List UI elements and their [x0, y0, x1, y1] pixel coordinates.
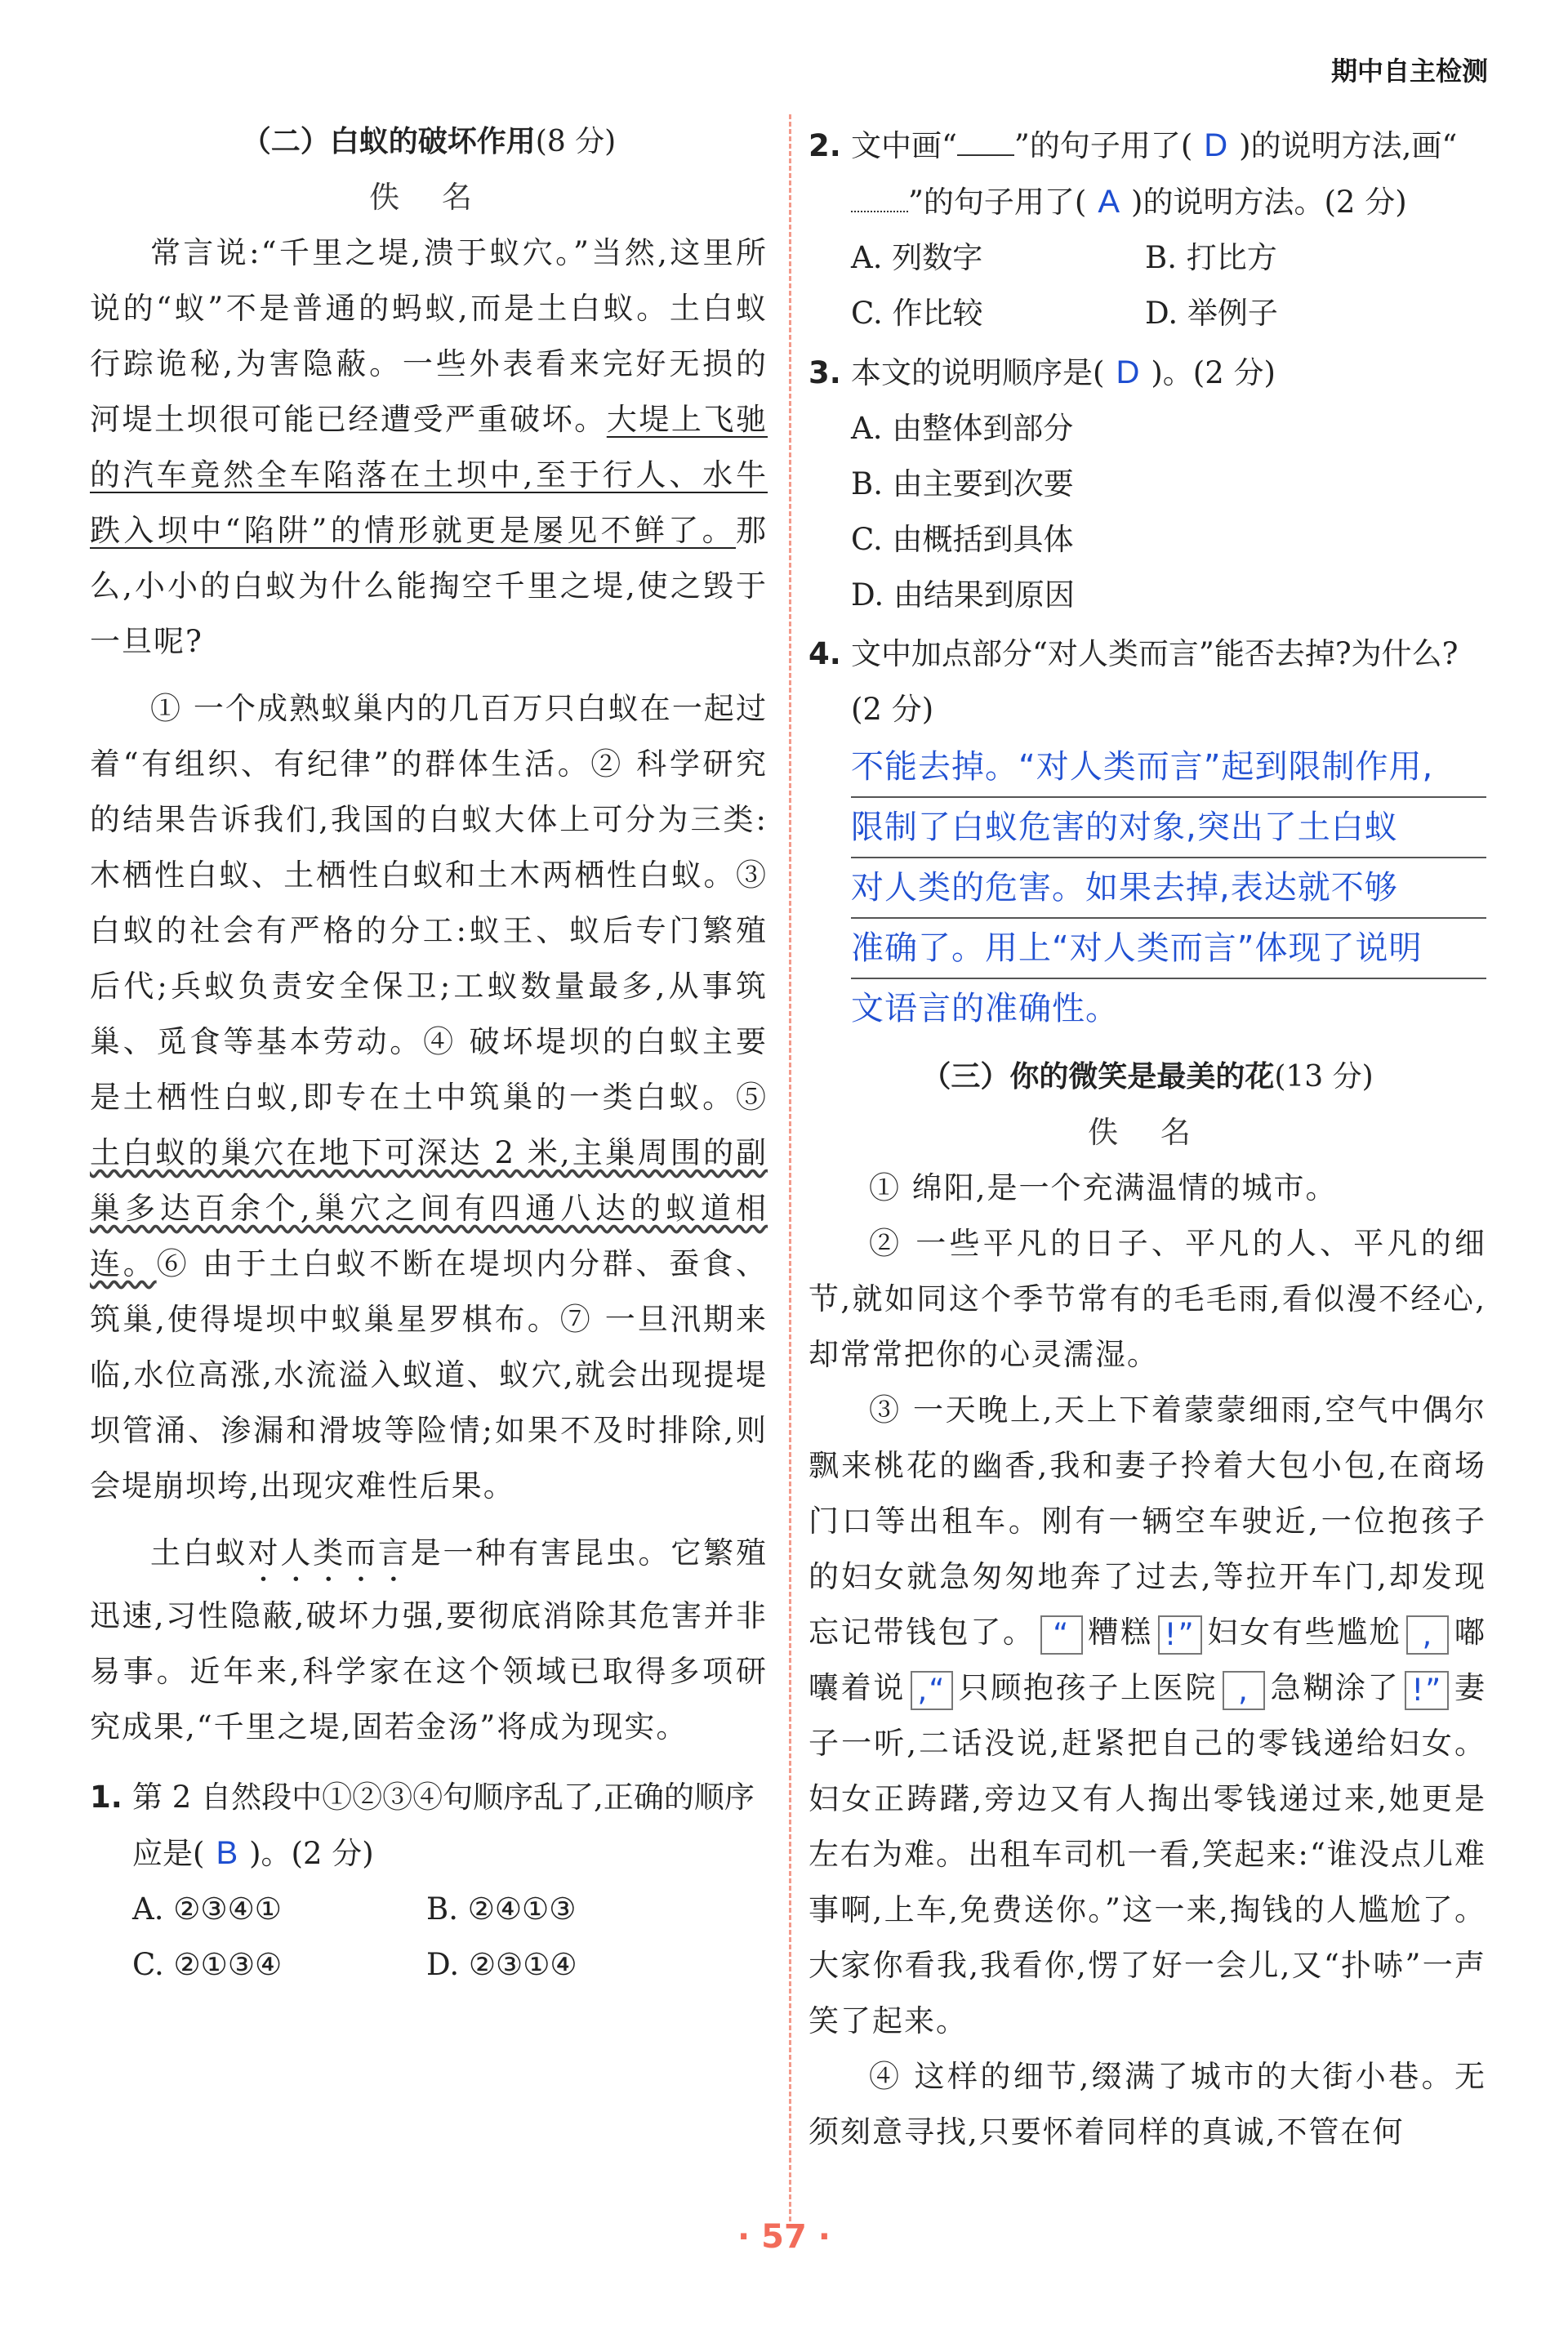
q2-option: C. 作比较	[851, 296, 983, 331]
answer-line: 文语言的准确性。	[851, 990, 1119, 1027]
q1-option: B. ②④①③	[426, 1891, 577, 1927]
punct-blank: !”	[1405, 1671, 1449, 1710]
s3-paragraph-1: ① 绵阳,是一个充满温情的城市。	[869, 1170, 1338, 1205]
wavy-underlined-sentence: 土白蚁的巢穴在地下可深达 2 米,主巢周围的副巢多达百余个,巢穴之间有四通八达的蚁道相连。	[90, 1135, 768, 1281]
q3-option: B. 由主要到次要	[851, 466, 1074, 501]
answer-q1: B	[216, 1835, 238, 1871]
wavy-line-mark	[851, 186, 908, 212]
underlined-sentence: 大堤上飞驰的汽车竟然全车陷落在土坝中,至于行人、水牛跌入坝中“陷阱”的情形就更是屡见不鲜了。	[90, 402, 768, 548]
answer-q2-2: A	[1098, 184, 1120, 220]
punct-blank: “	[1040, 1615, 1083, 1655]
question-2: 2. 文中画“ ”的句子用了( D )的说明方法,画“”的句子用了( A )的说明方法。(2 分)	[808, 127, 1458, 220]
q1-option: D. ②③①④	[426, 1947, 577, 1982]
section-two-title: （二）白蚁的破坏作用(8 分)	[241, 125, 617, 158]
q3-option: C. 由概括到具体	[851, 522, 1074, 557]
page-number: · 57 ·	[737, 2218, 831, 2256]
author: 佚 名	[1088, 1115, 1207, 1150]
punct-blank: ,	[1223, 1671, 1265, 1710]
answer-q3: D	[1116, 354, 1140, 390]
punct-blank: ,“	[911, 1671, 953, 1710]
question-4: 4. 文中加点部分“对人类而言”能否去掉?为什么?(2 分)	[808, 636, 1459, 727]
q2-option: A. 列数字	[851, 240, 983, 275]
answer-line: 限制了白蚁危害的对象,突出了土白蚁	[851, 798, 1486, 858]
q1-option: C. ②①③④	[132, 1947, 283, 1982]
answer-line: 不能去掉。“对人类而言”起到限制作用,	[851, 737, 1486, 798]
answer-line: 准确了。用上“对人类而言”体现了说明	[851, 919, 1486, 979]
section-tag: 期中自主检测	[1330, 56, 1488, 87]
straight-line-mark	[957, 130, 1014, 156]
right-column	[808, 114, 1486, 2160]
s3-paragraph-3: ③ 一天晚上,天上下着蒙蒙细雨,空气中偶尔飘来桃花的幽香,我和妻子拎着大包小包,在商场门口等出租车。刚有一辆空车驶近,一位抱孩子的妇女就急匆匆地奔了过去,等拉开车门,却发现忘记带钱包了。 “ 糟糕 !” 妇女有些尴尬 , 嘟囔着说 ,“ 只顾抱孩子上医院 , 急糊涂了 !” 妻子一听,二话没说,赶紧把自己的零钱递给妇女。妇女正踌躇,旁边又有人掏出零钱递过来,她更是左右为难。出租车司机一看,笑起来:“谁没点儿难事啊,上车,免费送你。”这一来,掏钱的人尴尬了。大家你看我,我看你,愣了好一会儿,又“扑哧”一声笑了起来。	[808, 1392, 1487, 2038]
q2-option: D. 举例子	[1145, 296, 1278, 331]
q1-option: A. ②③④①	[132, 1891, 282, 1927]
question-3: 3. 本文的说明顺序是( D )。(2 分)	[808, 354, 1276, 390]
section-three-title: （三）你的微笑是最美的花(13 分)	[921, 1060, 1374, 1094]
q3-option: A. 由整体到部分	[851, 411, 1074, 446]
paragraph-3: 土白蚁对人类而言是一种有害昆虫。它繁殖迅速,习性隐蔽,破坏力强,要彻底消除其危害并非易事。近年来,科学家在这个领域已取得多项研究成果,“千里之堤,固若金汤”将成为现实。	[90, 1535, 768, 1744]
q2-option: B. 打比方	[1145, 240, 1277, 275]
q1-options	[90, 1882, 768, 1993]
s3-paragraph-2: ② 一些平凡的日子、平凡的人、平凡的细节,就如同这个季节常有的毛毛雨,看似漫不经心,却常常把你的心灵濡湿。	[808, 1226, 1486, 1372]
author: 佚 名	[369, 180, 488, 215]
column-divider	[789, 114, 791, 2221]
dotted-phrase: 对人类而言	[247, 1535, 411, 1570]
q2-options	[808, 230, 1486, 341]
q4-answer	[808, 737, 1486, 1038]
punct-blank: !”	[1158, 1615, 1202, 1655]
answer-q2-1: D	[1204, 127, 1228, 163]
left-column	[90, 114, 768, 1993]
question-1: 1. 第 2 自然段中①②③④句顺序乱了,正确的顺序应是( B )。(2 分)	[90, 1780, 755, 1871]
q3-option: D. 由结果到原因	[851, 577, 1075, 613]
paragraph-1: 常言说:“千里之堤,溃于蚁穴。”当然,这里所说的“蚁”不是普通的蚂蚁,而是土白蚁。土白蚁行踪诡秘,为害隐蔽。一些外表看来完好无损的河堤土坝很可能已经遭受严重破坏。大堤上飞驰的汽车竟然全车陷落在土坝中,至于行人、水牛跌入坝中“陷阱”的情形就更是屡见不鲜了。那么,小小的白蚁为什么能掏空千里之堤,使之毁于一旦呢?	[90, 235, 768, 659]
q3-options	[808, 401, 1486, 623]
s3-paragraph-4: ④ 这样的细节,缀满了城市的大街小巷。无须刻意寻找,只要怀着同样的真诚,不管在何	[808, 2059, 1486, 2150]
punct-blank: ,	[1406, 1615, 1449, 1655]
answer-line: 对人类的危害。如果去掉,表达就不够	[851, 858, 1486, 919]
paragraph-2: ① 一个成熟蚁巢内的几百万只白蚁在一起过着“有组织、有纪律”的群体生活。② 科学研究的结果告诉我们,我国的白蚁大体上可分为三类:木栖性白蚁、土栖性白蚁和土木两栖性白蚁。③ 白蚁的社会有严格的分工:蚁王、蚁后专门繁殖后代;兵蚁负责安全保卫;工蚁数量最多,从事筑巢、觅食等基本劳动。④ 破坏堤坝的白蚁主要是土栖性白蚁,即专在土中筑巢的一类白蚁。⑤ 土白蚁的巢穴在地下可深达 2 米,主巢周围的副巢多达百余个,巢穴之间有四通八达的蚁道相连。⑥ 由于土白蚁不断在堤坝内分群、蚕食、筑巢,使得堤坝中蚁巢星罗棋布。⑦ 一旦汛期来临,水位高涨,水流溢入蚁道、蚁穴,就会出现提堤坝管涌、渗漏和滑坡等险情;如果不及时排除,则会堤崩坝垮,出现灾难性后果。	[90, 691, 768, 1504]
